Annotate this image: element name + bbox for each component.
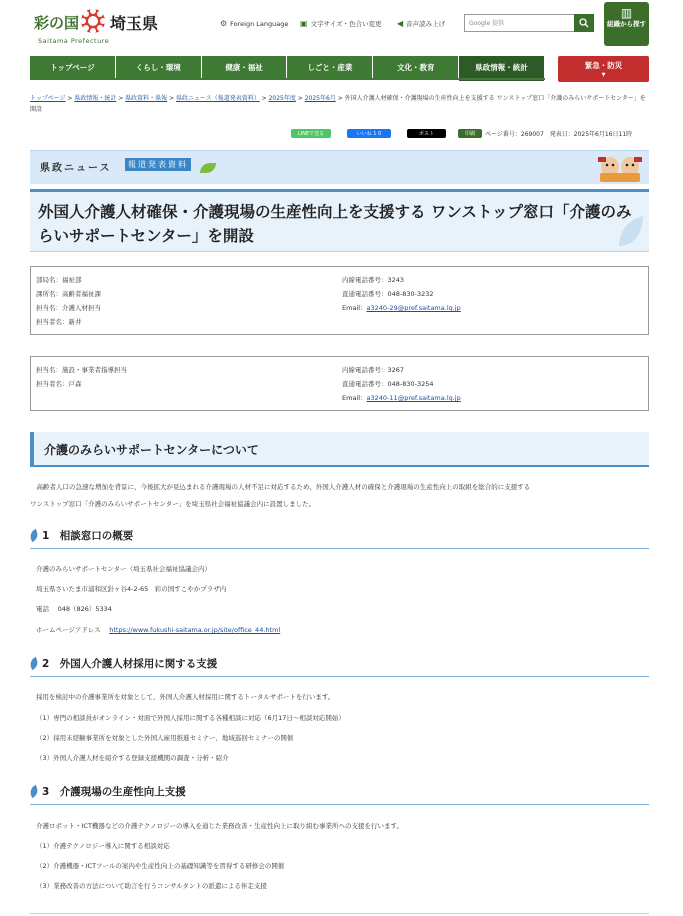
foreign-language-label: Foreign Language — [230, 19, 289, 28]
email-link[interactable]: a3240-11@pref.saitama.lg.jp — [366, 394, 461, 402]
leaf-bullet-icon — [28, 657, 39, 670]
email-label: Email： — [342, 394, 367, 402]
nav-top[interactable]: トップページ — [30, 56, 116, 78]
nav-health[interactable]: 健康・福祉 — [202, 56, 288, 78]
contact-person: 担当者名：戸森 — [36, 380, 82, 388]
center-name: 介護のみらいサポートセンター（埼玉県社会福祉協議会内） — [36, 565, 212, 573]
mascot-icon — [596, 153, 646, 183]
contact-direct-phone: 直通電話番号：048-830-3232 — [342, 290, 434, 298]
contact-extension: 内線電話番号：3267 — [342, 366, 405, 374]
x-post-button[interactable]: ポスト — [407, 129, 446, 138]
read-aloud-label: 音声読み上げ — [406, 20, 446, 28]
subheading-consultation — [30, 527, 649, 549]
breadcrumb-link[interactable]: 2025年6月 — [304, 95, 336, 102]
emergency-button[interactable] — [558, 56, 649, 82]
center-address: 埼玉県さいたま市浦和区針ヶ谷4-2-65 彩の国すこやかプラザ内 — [36, 585, 227, 593]
breadcrumb-current: 外国人介護人材確保・介護現場の生産性向上を支援する ワンストップ窓口「介護のみらいサポートセンター」を開設 — [30, 95, 646, 113]
breadcrumb-link[interactable]: 県政ニュース（報道発表資料） — [176, 95, 260, 102]
recruitment-item: （3）外国人介護人材を紹介する登録支援機関の調査・分析・紹介 — [36, 754, 229, 762]
org-search-label: 組織から探す — [607, 20, 646, 29]
productivity-item: （3）業務改善の方法について助言を行うコンサルタントの派遣による伴走支援 — [36, 882, 267, 890]
contact-direct-phone: 直通電話番号：048-830-3254 — [342, 380, 434, 388]
text-size-icon: ▣ — [300, 19, 308, 28]
nav-government[interactable]: 県政情報・統計 — [459, 56, 545, 78]
contact-extension: 内線電話番号：3243 — [342, 276, 405, 284]
intro-line: ワンストップ窓口「介護のみらいサポートセンター」を埼玉県社会福祉協議会内に設置しました。 — [30, 500, 316, 508]
homepage-label: ホームページアドレス — [36, 626, 110, 634]
press-release-tag: 報道発表資料 — [125, 158, 191, 171]
globe-icon: ⚙ — [220, 19, 228, 28]
foreign-language-link[interactable] — [220, 19, 288, 28]
contact-team: 担当名：介護人材担当 — [36, 304, 101, 312]
nav-work[interactable]: しごと・産業 — [287, 56, 373, 78]
content-divider — [30, 913, 649, 914]
subheading-productivity — [30, 783, 649, 805]
nav-life[interactable]: くらし・環境 — [116, 56, 202, 78]
email-label: Email： — [342, 304, 367, 312]
center-homepage — [36, 625, 280, 634]
nav-underline — [30, 78, 545, 80]
contact-email — [342, 303, 461, 312]
leaf-icon — [200, 163, 216, 173]
section-heading-text: 介護のみらいサポートセンターについて — [44, 443, 259, 457]
page-title: 外国人介護人材確保・介護現場の生産性向上を支援する ワンストップ窓口「介護のみらいサポートセンター」を開設 — [38, 203, 632, 245]
contact-box — [30, 266, 649, 335]
facebook-like-button[interactable]: いいね 1 0 — [347, 129, 391, 138]
search-button[interactable] — [574, 14, 594, 32]
intro-line: 高齢者人口の急速な増加を背景に、今後拡大が見込まれる介護現場の人材不足に対応するため、外国人介護人材の確保と介護現場の生産性向上の取組を総合的に支援する — [30, 483, 531, 491]
news-banner — [30, 150, 649, 184]
recruitment-item: （1）専門の相談員がオンライン・対面で外国人採用に関する各種相談に対応（6月17日～相談対応開始） — [36, 714, 345, 722]
page-info: ページ番号：269007 発表日：2025年6月16日11時 — [485, 131, 633, 138]
news-banner-label: 県政ニュース — [40, 163, 112, 174]
contact-person: 担当者名：新井 — [36, 318, 82, 326]
text-size-link[interactable] — [300, 19, 382, 28]
read-aloud-link[interactable] — [397, 19, 445, 28]
contact-department: 部局名：福祉部 — [36, 276, 82, 284]
productivity-item: （2）介護機器・ICTツールの案内や生産性向上の基礎知識等を習得する研修会の開催 — [36, 862, 285, 870]
org-search-button[interactable] — [604, 2, 649, 46]
site-header — [0, 0, 683, 52]
contact-team: 担当名：施設・事業者指導担当 — [36, 366, 127, 374]
productivity-intro: 介護ロボット・ICT機器などの介護テクノロジーの導入を通じた業務改善・生産性向上に取り組む事業所への支援を行います。 — [36, 822, 404, 830]
breadcrumb-link[interactable]: 県政資料・県報 — [125, 95, 168, 102]
center-phone: 電話 048（826）5334 — [36, 605, 112, 613]
search-input[interactable] — [465, 15, 574, 31]
building-icon: ▥ — [620, 6, 633, 20]
logo-prefecture-name: 埼玉県 — [110, 14, 159, 33]
intro-paragraph — [30, 479, 650, 513]
contact-box — [30, 356, 649, 411]
email-link[interactable]: a3240-29@pref.saitama.lg.jp — [366, 304, 461, 312]
homepage-link[interactable]: https://www.fukushi-saitama.or.jp/site/office_44.html — [109, 626, 281, 634]
site-logo[interactable] — [34, 8, 164, 48]
recruitment-item: （2）採用未経験事業所を対象とした外国人雇用推進セミナー、地域巡回セミナーの開催 — [36, 734, 294, 742]
site-search — [464, 14, 594, 32]
leaf-bullet-icon — [28, 529, 39, 542]
logo-sainokuni: 彩の国 — [34, 14, 80, 32]
breadcrumb-link[interactable]: 県政情報・統計 — [74, 95, 117, 102]
search-icon — [579, 18, 589, 28]
chevron-down-icon: ▼ — [601, 72, 606, 78]
subheading-text: 2 外国人介護人材採用に関する支援 — [42, 658, 218, 670]
breadcrumb: トップページ > 県政情報・統計 > 県政資料・県報 > 県政ニュース（報道発表資料） > 2025年度 > 2025年6月 > 外国人介護人材確保・介護現場の生産性向上を支援する ワンストップ窓口「介護のみらいサポートセンター」を開設 — [30, 95, 646, 113]
speaker-icon: ◀ — [397, 19, 404, 28]
emergency-label: 緊急・防災 — [584, 61, 623, 70]
print-button[interactable]: 印刷 — [458, 129, 482, 138]
subheading-text: 3 介護現場の生産性向上支援 — [42, 786, 186, 798]
productivity-item: （1）介護テクノロジー導入に関する相談対応 — [36, 842, 170, 850]
subheading-recruitment — [30, 655, 649, 677]
contact-section: 課所名：高齢者福祉課 — [36, 290, 101, 298]
text-size-label: 文字サイズ・色合い変更 — [310, 20, 382, 28]
nav-culture[interactable]: 文化・教育 — [373, 56, 459, 78]
breadcrumb-link[interactable]: トップページ — [30, 95, 66, 102]
contact-email — [342, 393, 461, 402]
leaf-decoration-icon — [615, 214, 645, 250]
recruitment-intro: 採用を検討中の介護事業所を対象として、外国人介護人材採用に関するトータルサポートを行います。 — [36, 693, 335, 701]
subheading-text: 1 相談窓口の概要 — [42, 530, 134, 542]
line-share-button[interactable]: LINEで送る — [291, 129, 331, 138]
section-heading — [30, 432, 649, 467]
logo-english-name: Saitama Prefecture — [38, 37, 110, 45]
prefecture-emblem-icon — [80, 8, 106, 34]
breadcrumb-link[interactable]: 2025年度 — [268, 95, 296, 102]
leaf-bullet-icon — [28, 785, 39, 798]
global-nav — [30, 56, 545, 78]
article-title-box — [30, 189, 649, 252]
